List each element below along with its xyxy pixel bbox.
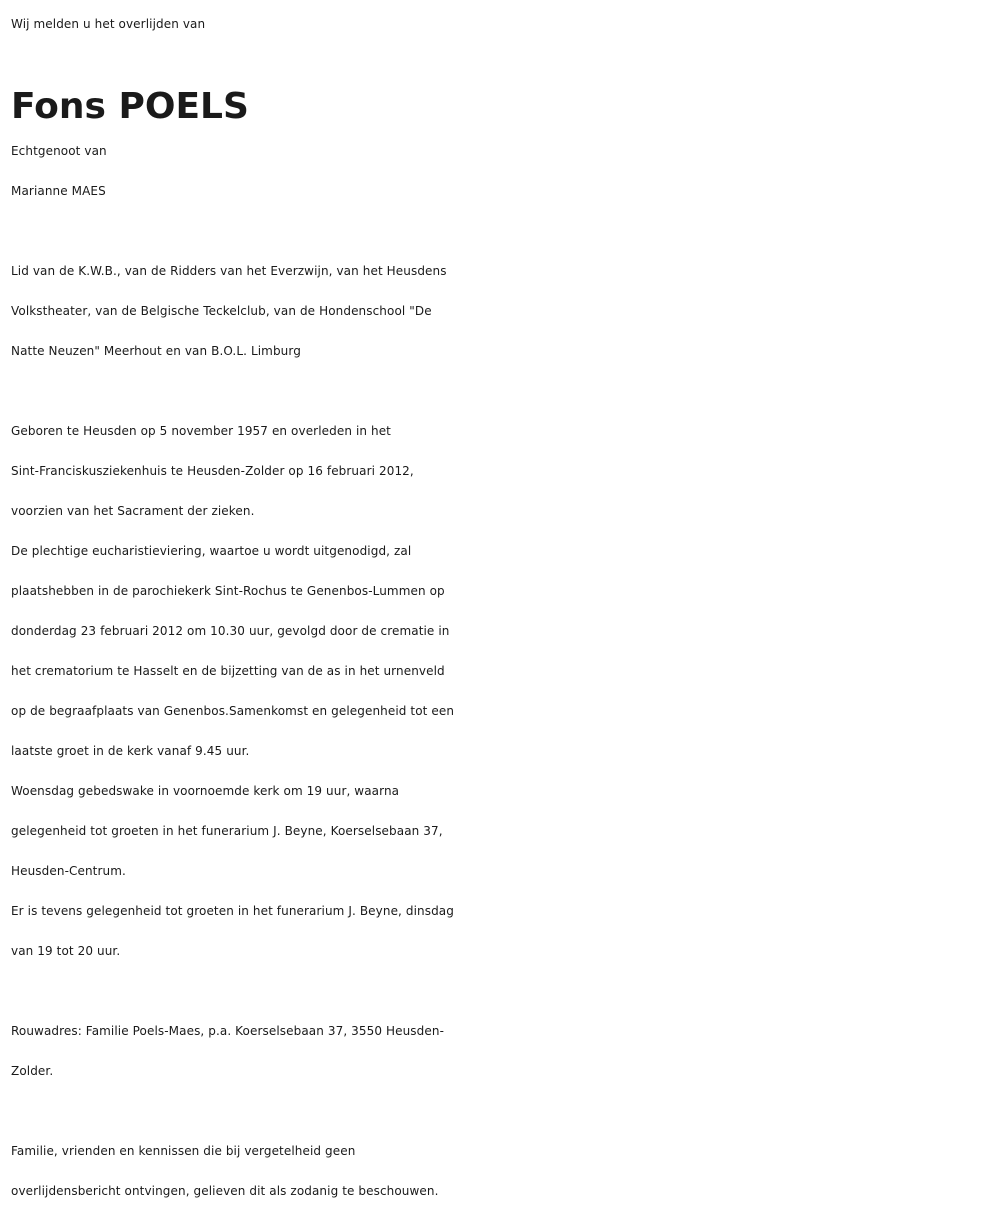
address-block xyxy=(11,1011,991,1091)
details-line: Sint-Franciskusziekenhuis te Heusden-Zolder op 16 februari 2012, xyxy=(11,464,414,478)
details-line: van 19 tot 20 uur. xyxy=(11,944,121,958)
details-line: op de begraafplaats van Genenbos.Samenkomst en gelegenheid tot een xyxy=(11,704,455,718)
spacer xyxy=(11,1091,991,1131)
intro-text: Wij melden u het overlijden van xyxy=(11,17,206,31)
spouse-line: Echtgenoot van xyxy=(11,144,107,158)
address-line: Zolder. xyxy=(11,1064,54,1078)
details-line: Heusden-Centrum. xyxy=(11,864,126,878)
deceased-name: Fons POELS xyxy=(11,86,249,127)
details-line: donderdag 23 februari 2012 om 10.30 uur, gevolgd door de crematie in xyxy=(11,624,450,638)
details-line: De plechtige eucharistieviering, waartoe u wordt uitgenodigd, zal xyxy=(11,544,412,558)
closing-line: overlijdensbericht ontvingen, gelieven dit als zodanig te beschouwen. xyxy=(11,1184,439,1198)
membership-line: Lid van de K.W.B., van de Ridders van het Everzwijn, van het Heusdens xyxy=(11,264,447,278)
details-line: plaatshebben in de parochiekerk Sint-Rochus te Genenbos-Lummen op xyxy=(11,584,445,598)
spacer xyxy=(11,971,991,1011)
address-line: Rouwadres: Familie Poels-Maes, p.a. Koerselsebaan 37, 3550 Heusden- xyxy=(11,1024,444,1038)
details-line: Er is tevens gelegenheid tot groeten in het funerarium J. Beyne, dinsdag xyxy=(11,904,454,918)
spacer xyxy=(11,371,991,411)
closing-block xyxy=(11,1131,991,1211)
spouse-block xyxy=(11,131,991,211)
details-line: gelegenheid tot groeten in het funerarium J. Beyne, Koerselsebaan 37, xyxy=(11,824,443,838)
closing-line: Familie, vrienden en kennissen die bij vergetelheid geen xyxy=(11,1144,356,1158)
details-line: Geboren te Heusden op 5 november 1957 en overleden in het xyxy=(11,424,391,438)
spouse-line: Marianne MAES xyxy=(11,184,106,198)
membership-block xyxy=(11,251,991,371)
membership-line: Natte Neuzen" Meerhout en van B.O.L. Limburg xyxy=(11,344,301,358)
details-line: Woensdag gebedswake in voornoemde kerk om 19 uur, waarna xyxy=(11,784,400,798)
details-line: laatste groet in de kerk vanaf 9.45 uur. xyxy=(11,744,250,758)
membership-line: Volkstheater, van de Belgische Teckelclub, van de Hondenschool "De xyxy=(11,304,432,318)
details-line: het crematorium te Hasselt en de bijzetting van de as in het urnenveld xyxy=(11,664,445,678)
details-block xyxy=(11,411,991,971)
obituary-notice xyxy=(11,0,991,1211)
spacer xyxy=(11,211,991,251)
details-line: voorzien van het Sacrament der zieken. xyxy=(11,504,255,518)
